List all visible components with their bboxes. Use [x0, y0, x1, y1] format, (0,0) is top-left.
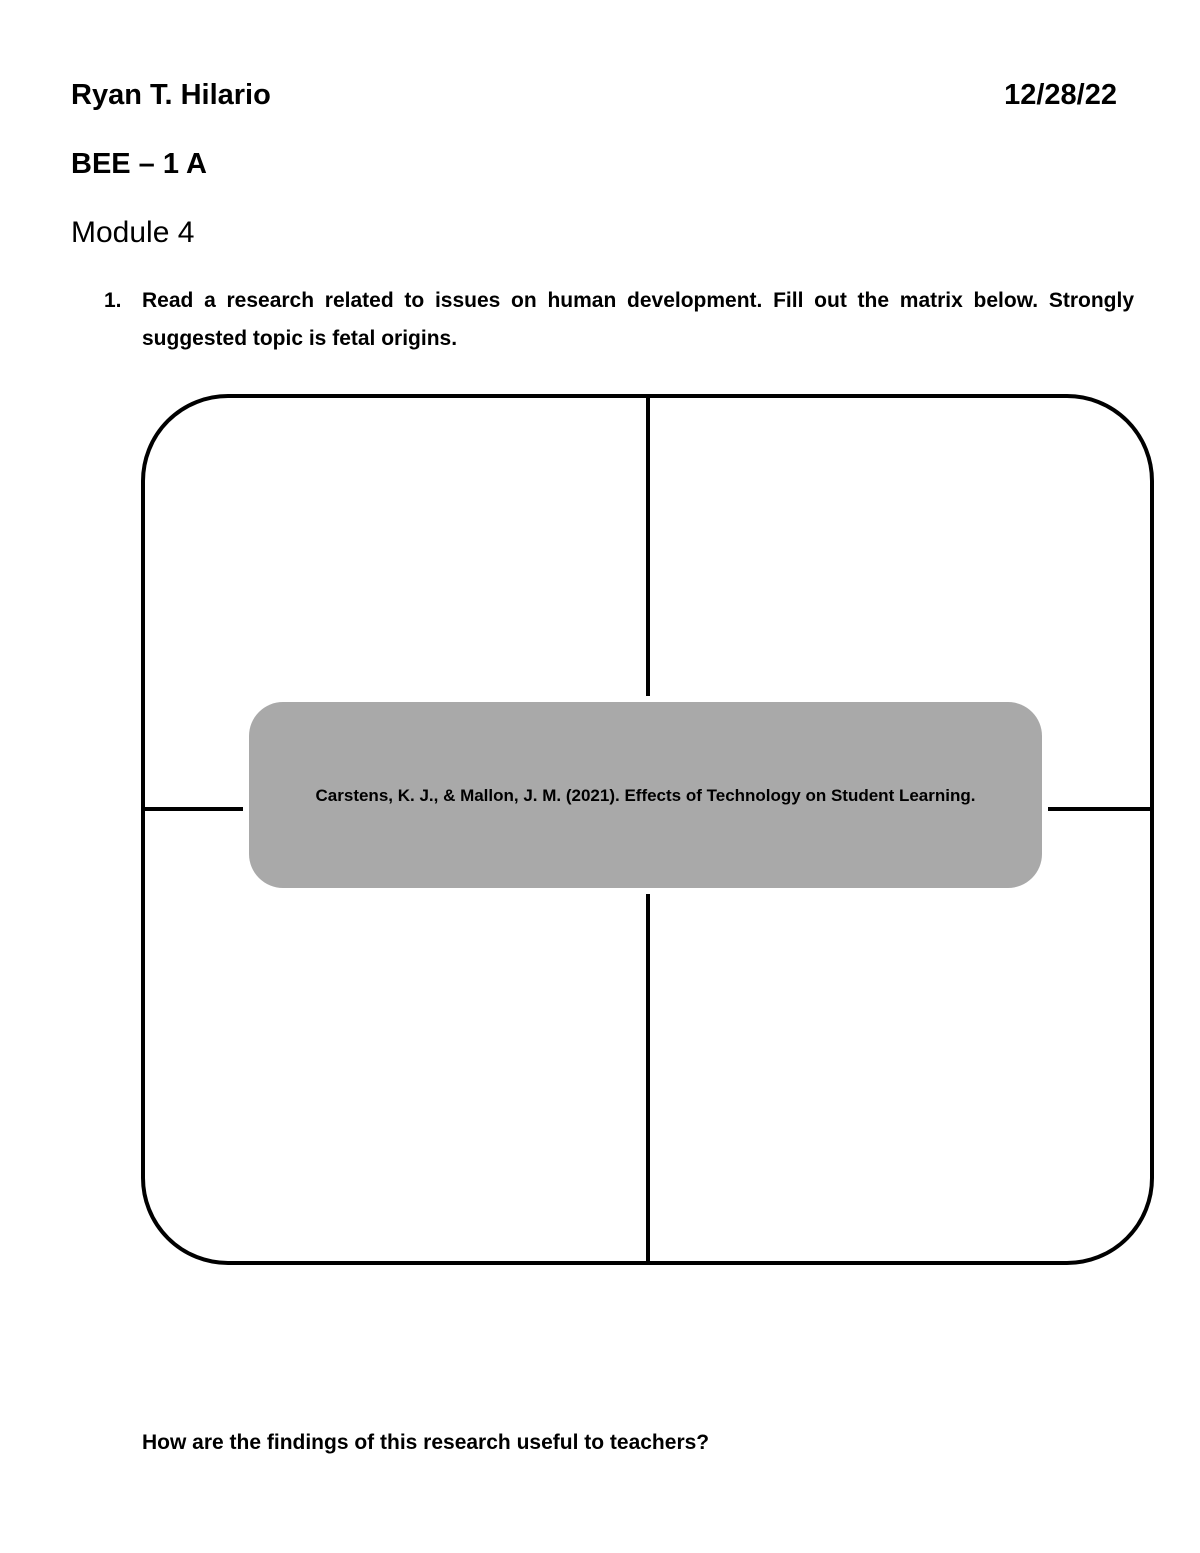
document-date: 12/28/22 [1004, 79, 1117, 111]
reflection-question: How are the findings of this research useful to teachers? [142, 1431, 710, 1454]
instruction-number: 1. [104, 289, 122, 312]
instruction-text: Read a research related to issues on human development. Fill out the matrix below. Strongly suggested topic is fetal origins. [142, 289, 1134, 350]
module-title: Module 4 [71, 216, 195, 249]
matrix-center-topic-box [249, 702, 1042, 888]
class-section: BEE – 1 A [71, 148, 207, 180]
student-name: Ryan T. Hilario [71, 79, 271, 111]
research-citation: Carstens, K. J., & Mallon, J. M. (2021). Effects of Technology on Student Learning. [315, 785, 976, 805]
